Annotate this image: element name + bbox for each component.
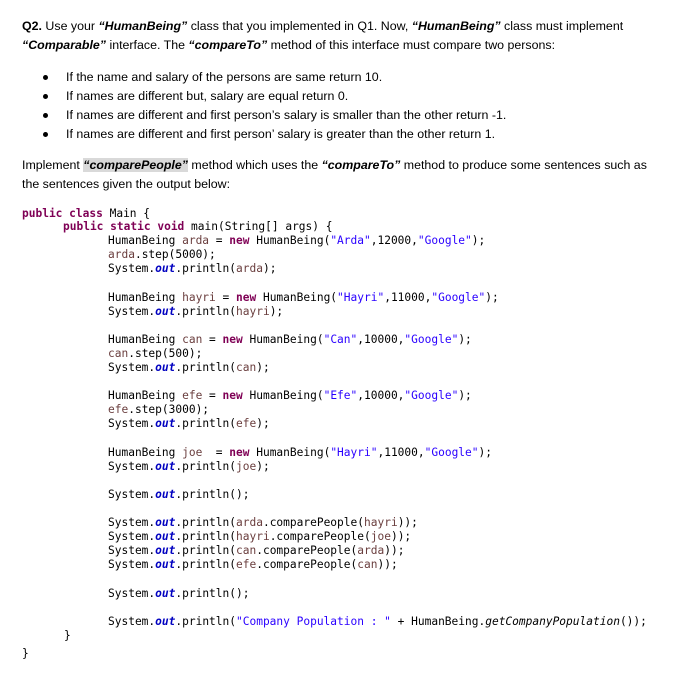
code-line: System.out.println();	[108, 587, 250, 600]
code-line: public static void main(String[] args) {	[63, 220, 333, 233]
bullet-icon	[43, 132, 48, 137]
code-line: System.out.println(hayri);	[108, 305, 284, 318]
rules-list	[22, 68, 506, 144]
code-line: public class Main {	[22, 207, 151, 220]
code-line: System.out.println(efe);	[108, 417, 270, 430]
code-line: System.out.println(arda.comparePeople(hayri));	[108, 516, 418, 529]
code-line: can.step(500);	[108, 347, 203, 360]
code-line: HumanBeing joe = new HumanBeing("Hayri",11000,"Google");	[108, 446, 492, 459]
code-line: System.out.println(can);	[108, 361, 270, 374]
list-item: If names are different and first person’s salary is smaller than the other return -1.	[22, 106, 506, 125]
code-line: efe.step(3000);	[108, 403, 210, 416]
code-line: HumanBeing hayri = new HumanBeing("Hayri",11000,"Google");	[108, 291, 499, 304]
code-line: System.out.println(efe.comparePeople(can));	[108, 558, 398, 571]
code-line: HumanBeing arda = new HumanBeing("Arda",12000,"Google");	[108, 234, 486, 247]
code-line: System.out.println("Company Population : " + HumanBeing.getCompanyPopulation());	[108, 615, 647, 628]
code-line: arda.step(5000);	[108, 248, 216, 261]
code-line: HumanBeing can = new HumanBeing("Can",10000,"Google");	[108, 333, 472, 346]
question-number: Q2.	[22, 19, 42, 33]
code-line: System.out.println();	[108, 488, 250, 501]
list-item: If names are different but, salary are equal return 0.	[22, 87, 506, 106]
method-name: “compareTo”	[188, 37, 268, 52]
compare-people-method: “comparePeople”	[83, 158, 188, 172]
code-line: }	[64, 629, 71, 642]
interface-name: “Comparable”	[22, 37, 106, 52]
code-line: HumanBeing efe = new HumanBeing("Efe",10000,"Google");	[108, 389, 472, 402]
class-name: “HumanBeing”	[98, 19, 188, 33]
code-line: System.out.println(joe);	[108, 460, 270, 473]
list-item: If names are different and first person’ salary is greater than the other return 1.	[22, 125, 506, 144]
code-line: System.out.println(hayri.comparePeople(joe));	[108, 530, 412, 543]
bullet-icon	[43, 75, 48, 80]
code-line: System.out.println(can.comparePeople(arda));	[108, 544, 405, 557]
bullet-icon	[43, 113, 48, 118]
implement-paragraph: Implement “comparePeople” method which uses the “compareTo” method to produce some sentences such as the sentences given the output below:	[22, 158, 647, 191]
list-item: If the name and salary of the persons are same return 10.	[22, 68, 506, 87]
question-paragraph: Q2. Use your “HumanBeing” class that you implemented in Q1. Now, “HumanBeing” class must implement “Comparable” interface. The “compareTo” method of this interface must compare two persons:	[22, 19, 624, 52]
code-line: System.out.println(arda);	[108, 262, 277, 275]
bullet-icon	[43, 94, 48, 99]
code-line: }	[22, 647, 29, 660]
